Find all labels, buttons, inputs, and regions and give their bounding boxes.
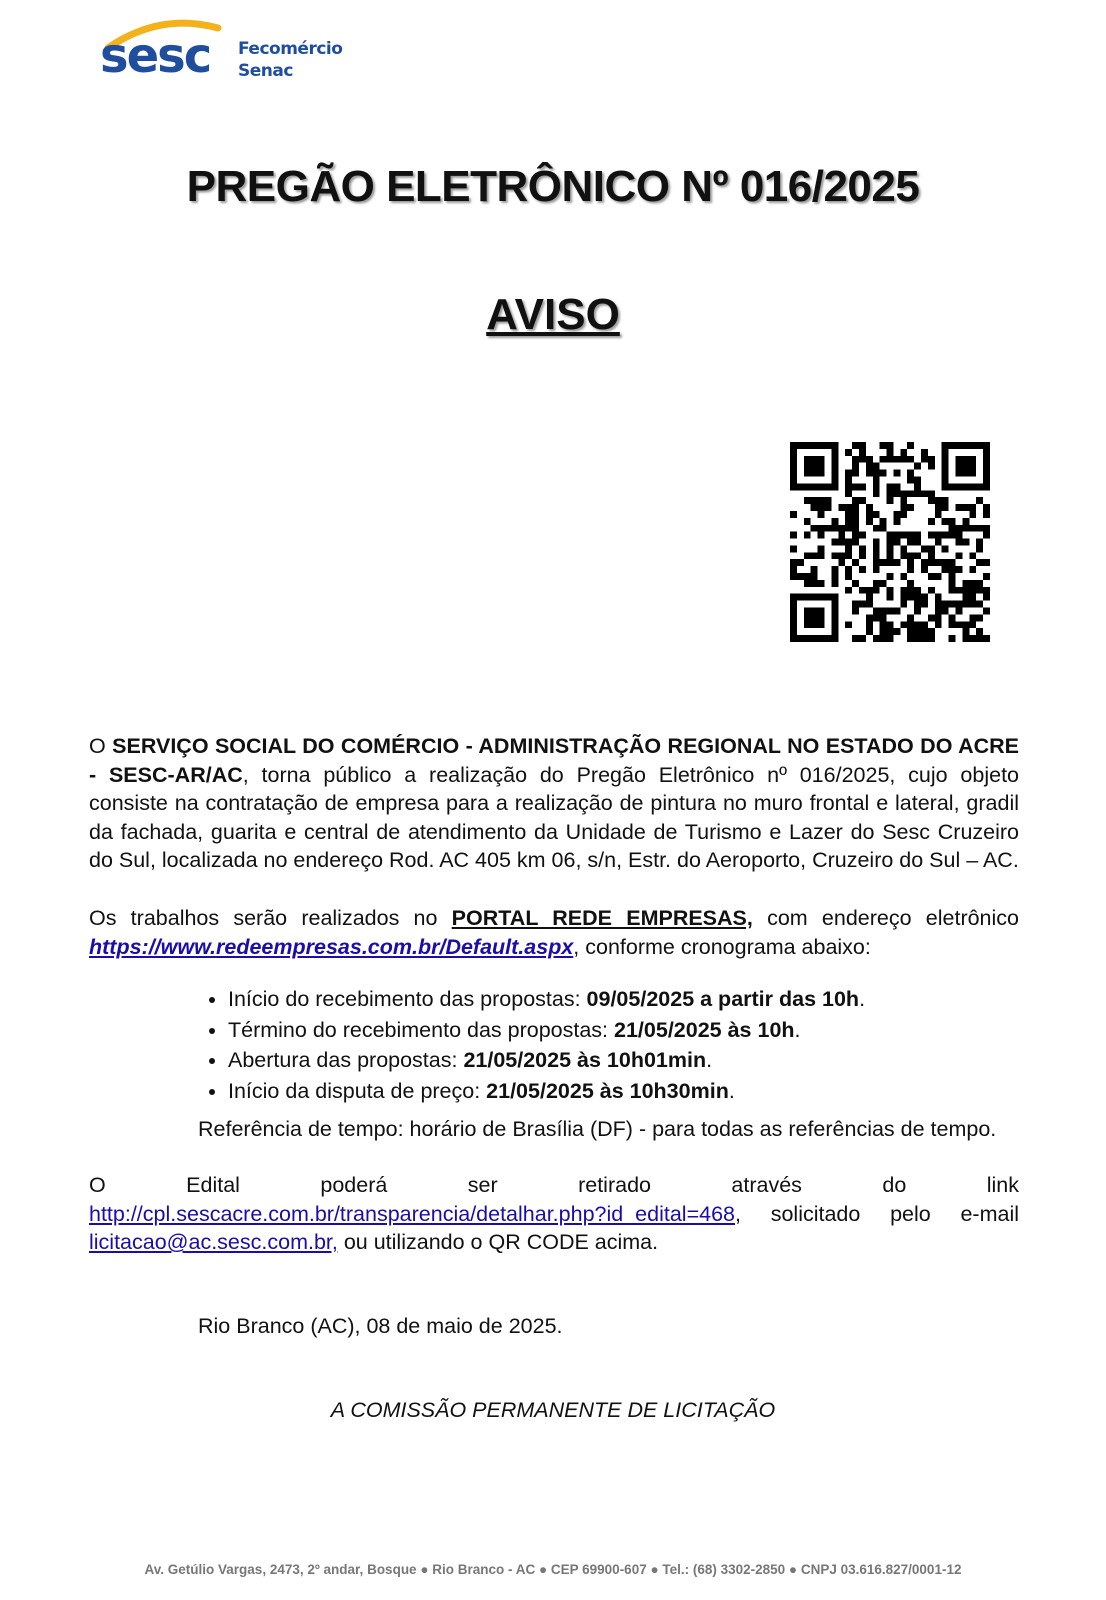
signature-commission: A COMISSÃO PERMANENTE DE LICITAÇÃO	[330, 1398, 776, 1422]
schedule-value: 21/05/2025 às 10h01min	[463, 1048, 707, 1072]
edital-paragraph	[89, 1171, 1019, 1257]
logo-senac-text: Senac	[238, 61, 293, 81]
logo-sesc-text: sesc	[100, 28, 211, 84]
document-subtitle: AVISO	[486, 290, 620, 339]
edital-suffix: ou utilizando o QR CODE acima.	[337, 1230, 659, 1254]
edital-line-2	[89, 1200, 1019, 1229]
schedule-end: .	[728, 1078, 735, 1103]
schedule-label: Início do recebimento das propostas:	[228, 987, 587, 1011]
schedule-end: .	[706, 1048, 713, 1072]
portal-suffix: , conforme cronograma abaixo:	[573, 934, 871, 959]
portal-middle: com endereço eletrônico	[752, 906, 1020, 930]
schedule-value: 21/05/2025 às 10h30min	[486, 1078, 729, 1103]
edital-middle: , solicitado pelo e-mail	[735, 1201, 1019, 1226]
place-date: Rio Branco (AC), 08 de maio de 2025.	[198, 1314, 563, 1338]
footer-address: Av. Getúlio Vargas, 2473, 2º andar, Bosque ● Rio Branco - AC ● CEP 69900-607 ● Tel.: (68) 3302-2850 ● CNPJ 03.616.827/0001-12	[144, 1562, 962, 1577]
portal-prefix: Os trabalhos serão realizados no	[89, 906, 452, 930]
portal-name: PORTAL REDE EMPRESAS,	[451, 906, 753, 930]
logo-partners	[238, 38, 342, 82]
schedule-end: .	[794, 1017, 801, 1042]
email-link[interactable]: licitacao@ac.sesc.com.br,	[89, 1230, 338, 1254]
schedule-item	[228, 1015, 1078, 1046]
schedule-end: .	[859, 987, 866, 1011]
schedule-value: 21/05/2025 às 10h	[614, 1017, 795, 1042]
qr-code-icon[interactable]	[790, 442, 990, 642]
schedule-item	[228, 1076, 1078, 1107]
edital-line-3	[89, 1228, 1019, 1257]
time-reference: Referência de tempo: horário de Brasília (DF) - para todas as referências de tempo.	[198, 1117, 997, 1141]
schedule-label: Término do recebimento das propostas:	[228, 1017, 615, 1042]
intro-paragraph	[89, 732, 1019, 875]
schedule-value: 09/05/2025 a partir das 10h	[586, 987, 860, 1011]
edital-link[interactable]: http://cpl.sescacre.com.br/transparencia/detalhar.php?id_edital=468	[89, 1201, 735, 1226]
logo-fecomercio-text: Fecomércio	[238, 39, 343, 59]
portal-paragraph	[89, 904, 1019, 961]
document-title: PREGÃO ELETRÔNICO Nº 016/2025	[186, 162, 920, 211]
entity-name: SERVIÇO SOCIAL DO COMÉRCIO - ADMINISTRAÇÃO REGIONAL NO ESTADO DO ACRE - SESC-AR/AC	[89, 734, 1019, 787]
portal-url-link[interactable]: https://www.redeempresas.com.br/Default.aspx	[89, 934, 574, 959]
schedule-label: Início da disputa de preço:	[228, 1078, 487, 1103]
schedule-item	[228, 1045, 1078, 1076]
sesc-logo	[100, 18, 350, 88]
schedule-item	[228, 984, 1078, 1015]
schedule-list	[198, 984, 1078, 1106]
edital-line-1: O Edital poderá ser retirado através do link	[89, 1173, 1019, 1197]
intro-rest: , torna público a realização do Pregão Eletrônico nº 016/2025, cujo objeto consiste na contratação de empresa para a realização de pintura no muro frontal e lateral, gradil da fachada, guarita e central de atendimento da Unidade de Turismo e Lazer do Sesc Cruzeiro do Sul, localizada no endereço Rod. AC 405 km 06, s/n, Estr. do Aeroporto, Cruzeiro do Sul – AC.	[89, 762, 1020, 872]
schedule-label: Abertura das propostas:	[228, 1048, 464, 1072]
intro-prefix: O	[89, 734, 113, 758]
